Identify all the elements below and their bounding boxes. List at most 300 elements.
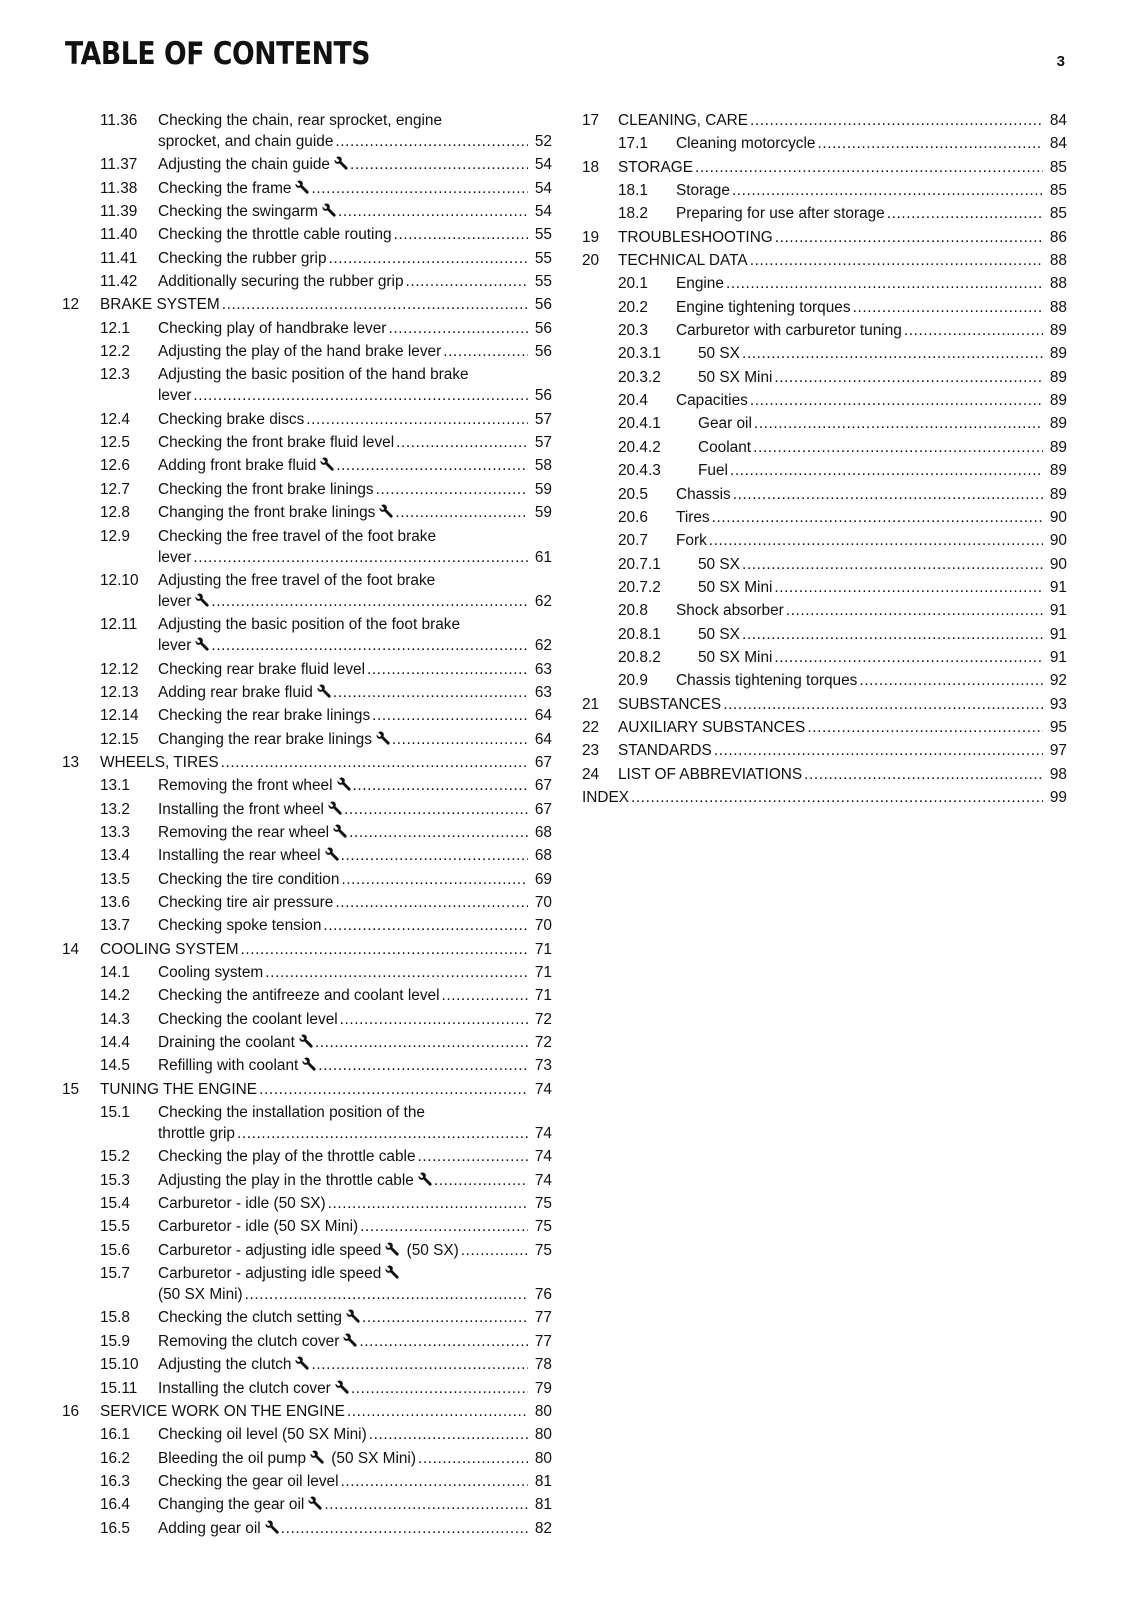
- toc-entry[interactable]: [62, 318, 552, 339]
- toc-entry[interactable]: [62, 341, 552, 362]
- toc-entry-number: 20.4.2: [618, 438, 661, 456]
- dot-leader: [388, 318, 528, 339]
- toc-entry-title: Refilling with coolant: [158, 1057, 299, 1075]
- toc-entry-title: Checking play of handbrake lever: [158, 319, 387, 337]
- toc-entry-page: 56: [534, 343, 552, 361]
- toc-entry-title-line: Checking the free travel of the foot brake: [158, 527, 437, 545]
- toc-entry-number: 20.6: [618, 508, 648, 526]
- dot-leader: [376, 479, 528, 500]
- dot-leader: [362, 1307, 528, 1328]
- toc-entry-number: 20.4.1: [618, 415, 661, 433]
- dot-leader: [372, 705, 528, 726]
- toc-entry-page: 93: [1049, 695, 1067, 713]
- toc-entry[interactable]: [582, 647, 1067, 668]
- toc-entry-number: 12.12: [100, 660, 139, 678]
- toc-entry-title: Checking the frame: [158, 179, 292, 197]
- toc-entry-number: 20.5: [618, 485, 648, 503]
- toc-entry[interactable]: [62, 1009, 552, 1030]
- toc-entry-number: 20.4.3: [618, 462, 661, 480]
- toc-entry[interactable]: [62, 985, 552, 1006]
- toc-entry-page: 58: [534, 457, 552, 475]
- dot-leader: [732, 180, 1043, 201]
- toc-entry-number: 14.3: [100, 1010, 130, 1028]
- toc-entry[interactable]: [62, 110, 552, 152]
- dot-leader: [723, 694, 1043, 715]
- toc-entry-number: 13.1: [100, 777, 130, 795]
- toc-entry-page: 56: [534, 296, 552, 314]
- toc-entry-number: 12.13: [100, 683, 139, 701]
- toc-entry-suffix: (50 SX): [402, 1241, 459, 1259]
- toc-entry-page: 79: [534, 1379, 552, 1397]
- wrench-icon: [195, 637, 209, 651]
- dot-leader: [750, 110, 1043, 131]
- toc-entry-page: 90: [1049, 532, 1067, 550]
- toc-entry[interactable]: [62, 1448, 552, 1469]
- toc-entry-title: Engine: [676, 275, 724, 293]
- toc-entry-title: TECHNICAL DATA: [618, 252, 748, 270]
- toc-entry-page: 89: [1049, 415, 1067, 433]
- wrench-icon: [418, 1172, 432, 1186]
- toc-entry-page: 64: [534, 730, 552, 748]
- toc-entry[interactable]: [62, 271, 552, 292]
- toc-entry[interactable]: [62, 526, 552, 568]
- toc-entry-page: 74: [534, 1171, 552, 1189]
- toc-entry[interactable]: [582, 250, 1067, 271]
- toc-entry[interactable]: [62, 1102, 552, 1144]
- toc-entry-page: 85: [1049, 158, 1067, 176]
- toc-entry-number: 15.6: [100, 1241, 130, 1259]
- toc-entry-number: 19: [582, 228, 600, 246]
- dot-leader: [786, 600, 1043, 621]
- toc-entry-page: 75: [534, 1241, 552, 1259]
- toc-entry-number: 12.7: [100, 480, 130, 498]
- toc-entry-title: Checking oil level (50 SX Mini): [158, 1426, 367, 1444]
- dot-leader: [281, 1518, 528, 1539]
- toc-entry[interactable]: [62, 201, 552, 222]
- toc-entry[interactable]: [62, 939, 552, 960]
- toc-entry-number: 20.3: [618, 322, 648, 340]
- wrench-icon: [299, 1034, 313, 1048]
- wrench-icon: [325, 847, 339, 861]
- toc-entry-page: 55: [534, 273, 552, 291]
- toc-entry-page: 55: [534, 226, 552, 244]
- dot-leader: [709, 530, 1043, 551]
- dot-leader: [359, 1331, 528, 1352]
- dot-leader: [418, 1448, 528, 1469]
- toc-entry[interactable]: [62, 869, 552, 890]
- toc-entry[interactable]: [62, 705, 552, 726]
- toc-entry-page: 89: [1049, 485, 1067, 503]
- toc-entry-page: 75: [534, 1195, 552, 1213]
- dot-leader: [733, 484, 1043, 505]
- toc-entry[interactable]: [582, 367, 1067, 388]
- toc-entry-page: 64: [534, 707, 552, 725]
- dot-leader: [311, 178, 528, 199]
- toc-entry-number: 21: [582, 695, 600, 713]
- toc-entry-page: 56: [534, 319, 552, 337]
- toc-entry[interactable]: [582, 554, 1067, 575]
- toc-entry-page: 77: [534, 1332, 552, 1350]
- toc-entry-page: 77: [534, 1309, 552, 1327]
- toc-entry[interactable]: [62, 892, 552, 913]
- toc-entry[interactable]: [582, 273, 1067, 294]
- toc-entry-title: Shock absorber: [676, 602, 784, 620]
- toc-entry-number: 15.9: [100, 1332, 130, 1350]
- toc-entry[interactable]: [62, 1424, 552, 1445]
- toc-entry-number: 12.6: [100, 457, 130, 475]
- toc-entry-number: 18.1: [618, 182, 648, 200]
- toc-entry-number: 20.1: [618, 275, 648, 293]
- toc-entry-title: Adding rear brake fluid: [158, 683, 313, 701]
- toc-entry[interactable]: [582, 484, 1067, 505]
- toc-entry-title: lever: [158, 387, 192, 405]
- toc-entry-title-line: Adjusting the basic position of the foot brake: [158, 616, 461, 634]
- toc-entry-title: Carburetor with carburetor tuning: [676, 322, 902, 340]
- toc-entry[interactable]: [582, 203, 1067, 224]
- toc-entry-number: 15.10: [100, 1356, 139, 1374]
- toc-entry[interactable]: [62, 1263, 552, 1305]
- toc-entry-page: 89: [1049, 392, 1067, 410]
- dot-leader: [351, 1378, 528, 1399]
- toc-entry-page: 89: [1049, 345, 1067, 363]
- toc-entry-title: TROUBLESHOOTING: [618, 228, 773, 246]
- toc-entry-number: 13: [62, 753, 80, 771]
- toc-entry[interactable]: [582, 180, 1067, 201]
- toc-entry[interactable]: [582, 413, 1067, 434]
- toc-entry-number: 16.3: [100, 1472, 130, 1490]
- toc-entry[interactable]: [582, 320, 1067, 341]
- toc-entry-number: 23: [582, 742, 600, 760]
- toc-entry-page: 63: [534, 683, 552, 701]
- dot-leader: [324, 1494, 528, 1515]
- dot-leader: [315, 1032, 528, 1053]
- toc-entry-title: Additionally securing the rubber grip: [158, 273, 404, 291]
- toc-entry[interactable]: [62, 775, 552, 796]
- toc-entry-title: 50 SX Mini: [698, 368, 773, 386]
- toc-entry-number: 15.5: [100, 1218, 130, 1236]
- toc-entry[interactable]: [62, 294, 552, 315]
- toc-entry[interactable]: [62, 799, 552, 820]
- toc-entry-title: 50 SX: [698, 555, 740, 573]
- dot-leader: [750, 390, 1043, 411]
- toc-entry-title: Checking the coolant level: [158, 1010, 338, 1028]
- toc-entry-page: 80: [534, 1426, 552, 1444]
- toc-entry-number: 15.11: [100, 1379, 138, 1397]
- toc-entry-title: Bleeding the oil pump: [158, 1449, 307, 1467]
- wrench-icon: [379, 504, 393, 518]
- wrench-icon: [337, 777, 351, 791]
- dot-leader: [774, 647, 1043, 668]
- toc-entry[interactable]: [62, 1518, 552, 1539]
- toc-entry[interactable]: [62, 1055, 552, 1076]
- toc-entry[interactable]: [582, 343, 1067, 364]
- toc-entry[interactable]: [62, 1331, 552, 1352]
- toc-entry[interactable]: [582, 787, 1067, 808]
- toc-entry-title: Adding gear oil: [158, 1519, 261, 1537]
- toc-entry[interactable]: [62, 1471, 552, 1492]
- toc-entry-number: 16.4: [100, 1496, 130, 1514]
- toc-entry[interactable]: [62, 1378, 552, 1399]
- toc-entry-number: 14.1: [100, 964, 130, 981]
- toc-entry[interactable]: [62, 364, 552, 406]
- toc-entry-page: 70: [534, 917, 552, 935]
- toc-entry-number: 20.7: [618, 532, 648, 550]
- toc-entry[interactable]: [62, 1494, 552, 1515]
- dot-leader: [443, 341, 528, 362]
- dot-leader: [341, 869, 528, 890]
- toc-entry-number: 12.11: [100, 616, 138, 634]
- toc-entry-number: 15.8: [100, 1309, 130, 1327]
- toc-entry-number: 18: [582, 158, 600, 176]
- toc-entry-page: 81: [534, 1496, 552, 1514]
- toc-entry-number: 12.14: [100, 707, 139, 725]
- toc-entry-page: 89: [1049, 462, 1067, 480]
- wrench-icon: [333, 824, 347, 838]
- toc-entry-title: Installing the rear wheel: [158, 847, 321, 865]
- toc-entry-number: 13.6: [100, 893, 130, 911]
- toc-entry[interactable]: [582, 460, 1067, 481]
- toc-entry[interactable]: [62, 1170, 552, 1191]
- toc-entry-page: 74: [534, 1080, 552, 1098]
- toc-entry[interactable]: [582, 227, 1067, 248]
- dot-leader: [712, 507, 1043, 528]
- dot-leader: [750, 250, 1043, 271]
- toc-entry[interactable]: [62, 1240, 552, 1261]
- toc-entry-page: 80: [534, 1449, 552, 1467]
- toc-entry-number: 11.37: [100, 156, 138, 174]
- dot-leader: [193, 547, 528, 568]
- toc-entry[interactable]: [582, 157, 1067, 178]
- dot-leader: [350, 154, 528, 175]
- toc-entry-title: lever: [158, 592, 192, 610]
- wrench-icon: [308, 1496, 322, 1510]
- page-title: TABLE OF CONTENTS: [65, 36, 371, 72]
- toc-entry-title-line: Carburetor - adjusting idle speed: [158, 1263, 552, 1284]
- toc-entry-title: Checking the antifreeze and coolant level: [158, 987, 440, 1005]
- toc-entry-title: Checking the tire condition: [158, 870, 340, 888]
- toc-entry-page: 80: [534, 1402, 552, 1420]
- wrench-icon: [195, 593, 209, 607]
- dot-leader: [774, 577, 1043, 598]
- toc-entry[interactable]: [62, 1193, 552, 1214]
- toc-entry-title: Cooling system: [158, 964, 264, 981]
- toc-entry-number: 11.42: [100, 273, 138, 291]
- wrench-icon: [334, 156, 348, 170]
- toc-entry-title: Checking the throttle cable routing: [158, 226, 392, 244]
- toc-entry[interactable]: [62, 845, 552, 866]
- toc-entry-number: 24: [582, 765, 600, 783]
- toc-entry-title: SERVICE WORK ON THE ENGINE: [100, 1402, 345, 1420]
- toc-entry-title: Removing the front wheel: [158, 777, 333, 795]
- dot-leader: [265, 962, 528, 983]
- toc-entry-number: 12.9: [100, 527, 130, 545]
- toc-entry-number: 20.9: [618, 672, 648, 690]
- toc-entry[interactable]: [62, 224, 552, 245]
- toc-entry-number: 15.3: [100, 1171, 130, 1189]
- toc-entry[interactable]: [582, 390, 1067, 411]
- toc-entry[interactable]: [582, 133, 1067, 154]
- toc-entry-page: 72: [534, 1010, 552, 1028]
- toc-entry-page: 54: [534, 179, 552, 197]
- dot-leader: [211, 635, 528, 656]
- toc-entry[interactable]: [62, 248, 552, 269]
- toc-entry-title: Chassis: [676, 485, 731, 503]
- toc-entry[interactable]: [582, 577, 1067, 598]
- toc-entry-title: Adjusting the play in the throttle cable: [158, 1171, 414, 1189]
- dot-leader: [323, 915, 528, 936]
- toc-entry-title: Preparing for use after storage: [676, 205, 885, 223]
- dot-leader: [726, 273, 1043, 294]
- toc-entry-title-line: Checking the chain, rear sprocket, engine: [158, 112, 443, 129]
- toc-entry[interactable]: [62, 729, 552, 750]
- dot-leader: [695, 157, 1043, 178]
- dot-leader: [394, 224, 528, 245]
- toc-entry-page: 73: [534, 1057, 552, 1075]
- toc-entry-title: Storage: [676, 182, 730, 200]
- toc-entry[interactable]: [62, 614, 552, 656]
- dot-leader: [742, 343, 1043, 364]
- toc-entry-number: 11.41: [100, 249, 138, 267]
- toc-entry[interactable]: [62, 409, 552, 430]
- dot-leader: [442, 985, 529, 1006]
- toc-entry-number: 11.36: [100, 112, 138, 129]
- toc-entry[interactable]: [62, 915, 552, 936]
- toc-entry[interactable]: [62, 1354, 552, 1375]
- dot-leader: [335, 131, 528, 152]
- dot-leader: [341, 1471, 528, 1492]
- dot-leader: [340, 1009, 528, 1030]
- toc-entry-page: 75: [534, 1218, 552, 1236]
- toc-entry-page: 68: [534, 847, 552, 865]
- toc-entry-title: Checking the play of the throttle cable: [158, 1148, 416, 1166]
- toc-entry-number: 11.40: [100, 226, 138, 244]
- dot-leader: [742, 624, 1043, 645]
- toc-entry-title: BRAKE SYSTEM: [100, 296, 220, 314]
- toc-entry-page: 55: [534, 249, 552, 267]
- toc-entry-number: 20.8.1: [618, 625, 661, 643]
- toc-entry[interactable]: [62, 1401, 552, 1422]
- toc-entry[interactable]: [62, 752, 552, 773]
- toc-entry[interactable]: [582, 624, 1067, 645]
- dot-leader: [222, 294, 528, 315]
- toc-entry-number: 13.4: [100, 847, 130, 865]
- toc-entry[interactable]: [62, 822, 552, 843]
- toc-entry-title: 50 SX: [698, 345, 740, 363]
- toc-entry[interactable]: [582, 507, 1067, 528]
- toc-entry-number: 14.5: [100, 1057, 130, 1075]
- toc-entry[interactable]: [62, 479, 552, 500]
- toc-entry-title: Checking the rubber grip: [158, 249, 327, 267]
- toc-entry-title: throttle grip: [158, 1125, 235, 1143]
- dot-leader: [221, 752, 528, 773]
- wrench-icon: [322, 203, 336, 217]
- toc-entry[interactable]: [62, 432, 552, 453]
- toc-entry-page: 98: [1049, 765, 1067, 783]
- toc-entry[interactable]: [582, 600, 1067, 621]
- toc-entry[interactable]: [62, 682, 552, 703]
- toc-entry[interactable]: [582, 670, 1067, 691]
- toc-entry[interactable]: [582, 530, 1067, 551]
- toc-entry[interactable]: [62, 1032, 552, 1053]
- toc-entry-number: 13.5: [100, 870, 130, 888]
- wrench-icon: [310, 1450, 324, 1464]
- toc-entry-number: 20.3.1: [618, 345, 661, 363]
- dot-leader: [367, 659, 528, 680]
- toc-entry-page: 99: [1049, 788, 1067, 806]
- dot-leader: [396, 432, 528, 453]
- toc-entry-page: 78: [534, 1356, 552, 1374]
- toc-entry-page: 81: [534, 1472, 552, 1490]
- toc-entry[interactable]: [582, 740, 1067, 761]
- dot-leader: [753, 437, 1043, 458]
- wrench-icon: [343, 1333, 357, 1347]
- toc-entry-page: 88: [1049, 298, 1067, 316]
- wrench-icon: [385, 1242, 399, 1256]
- toc-entry-number: 14: [62, 940, 80, 958]
- toc-entry[interactable]: [62, 1216, 552, 1237]
- dot-leader: [775, 227, 1043, 248]
- toc-entry[interactable]: [582, 694, 1067, 715]
- toc-entry-title: LIST OF ABBREVIATIONS: [618, 765, 803, 783]
- toc-entry[interactable]: [62, 659, 552, 680]
- toc-entry-page: 91: [1049, 625, 1067, 643]
- toc-entry-title-line: Adjusting the free travel of the foot brake: [158, 571, 436, 589]
- toc-entry[interactable]: [62, 1079, 552, 1100]
- toc-entry-title: Checking the rear brake linings: [158, 707, 371, 725]
- toc-entry-page: 69: [534, 870, 552, 888]
- dot-leader: [395, 502, 528, 523]
- dot-leader: [353, 775, 528, 796]
- dot-leader: [742, 554, 1043, 575]
- toc-entry-title: Tires: [676, 508, 710, 526]
- toc-entry[interactable]: [62, 178, 552, 199]
- toc-entry-page: 61: [534, 548, 552, 566]
- toc-entry[interactable]: [62, 154, 552, 175]
- toc-entry-page: 57: [534, 434, 552, 452]
- toc-entry-title: Checking the front brake fluid level: [158, 434, 395, 452]
- wrench-icon: [328, 801, 342, 815]
- toc-entry[interactable]: [582, 437, 1067, 458]
- toc-entry-number: 12: [62, 296, 80, 314]
- toc-entry[interactable]: [62, 962, 552, 983]
- toc-entry-page: 57: [534, 410, 552, 428]
- toc-entry[interactable]: [582, 110, 1067, 131]
- toc-entry[interactable]: [62, 1146, 552, 1167]
- dot-leader: [333, 682, 528, 703]
- toc-entry-title: Adding front brake fluid: [158, 457, 317, 475]
- toc-entry-page: 74: [534, 1125, 552, 1143]
- toc-entry[interactable]: [62, 455, 552, 476]
- toc-entry-number: 12.5: [100, 434, 130, 452]
- dot-leader: [211, 591, 528, 612]
- toc-entry-number: 15.1: [100, 1104, 130, 1122]
- toc-entry-title: CLEANING, CARE: [618, 112, 748, 129]
- toc-entry-page: 88: [1049, 252, 1067, 270]
- toc-entry[interactable]: [62, 1307, 552, 1328]
- toc-entry[interactable]: [62, 502, 552, 523]
- dot-leader: [311, 1354, 528, 1375]
- toc-entry[interactable]: [582, 717, 1067, 738]
- toc-entry[interactable]: [62, 570, 552, 612]
- toc-entry[interactable]: [582, 297, 1067, 318]
- toc-entry-title: Checking the clutch setting: [158, 1309, 342, 1327]
- toc-entry-title: Checking rear brake fluid level: [158, 660, 366, 678]
- toc-entry[interactable]: [582, 764, 1067, 785]
- toc-entry-page: 56: [534, 387, 552, 405]
- toc-entry-number: 20.8.2: [618, 648, 661, 666]
- toc-entry-title: Draining the coolant: [158, 1034, 295, 1052]
- toc-entry-number: 12.4: [100, 410, 130, 428]
